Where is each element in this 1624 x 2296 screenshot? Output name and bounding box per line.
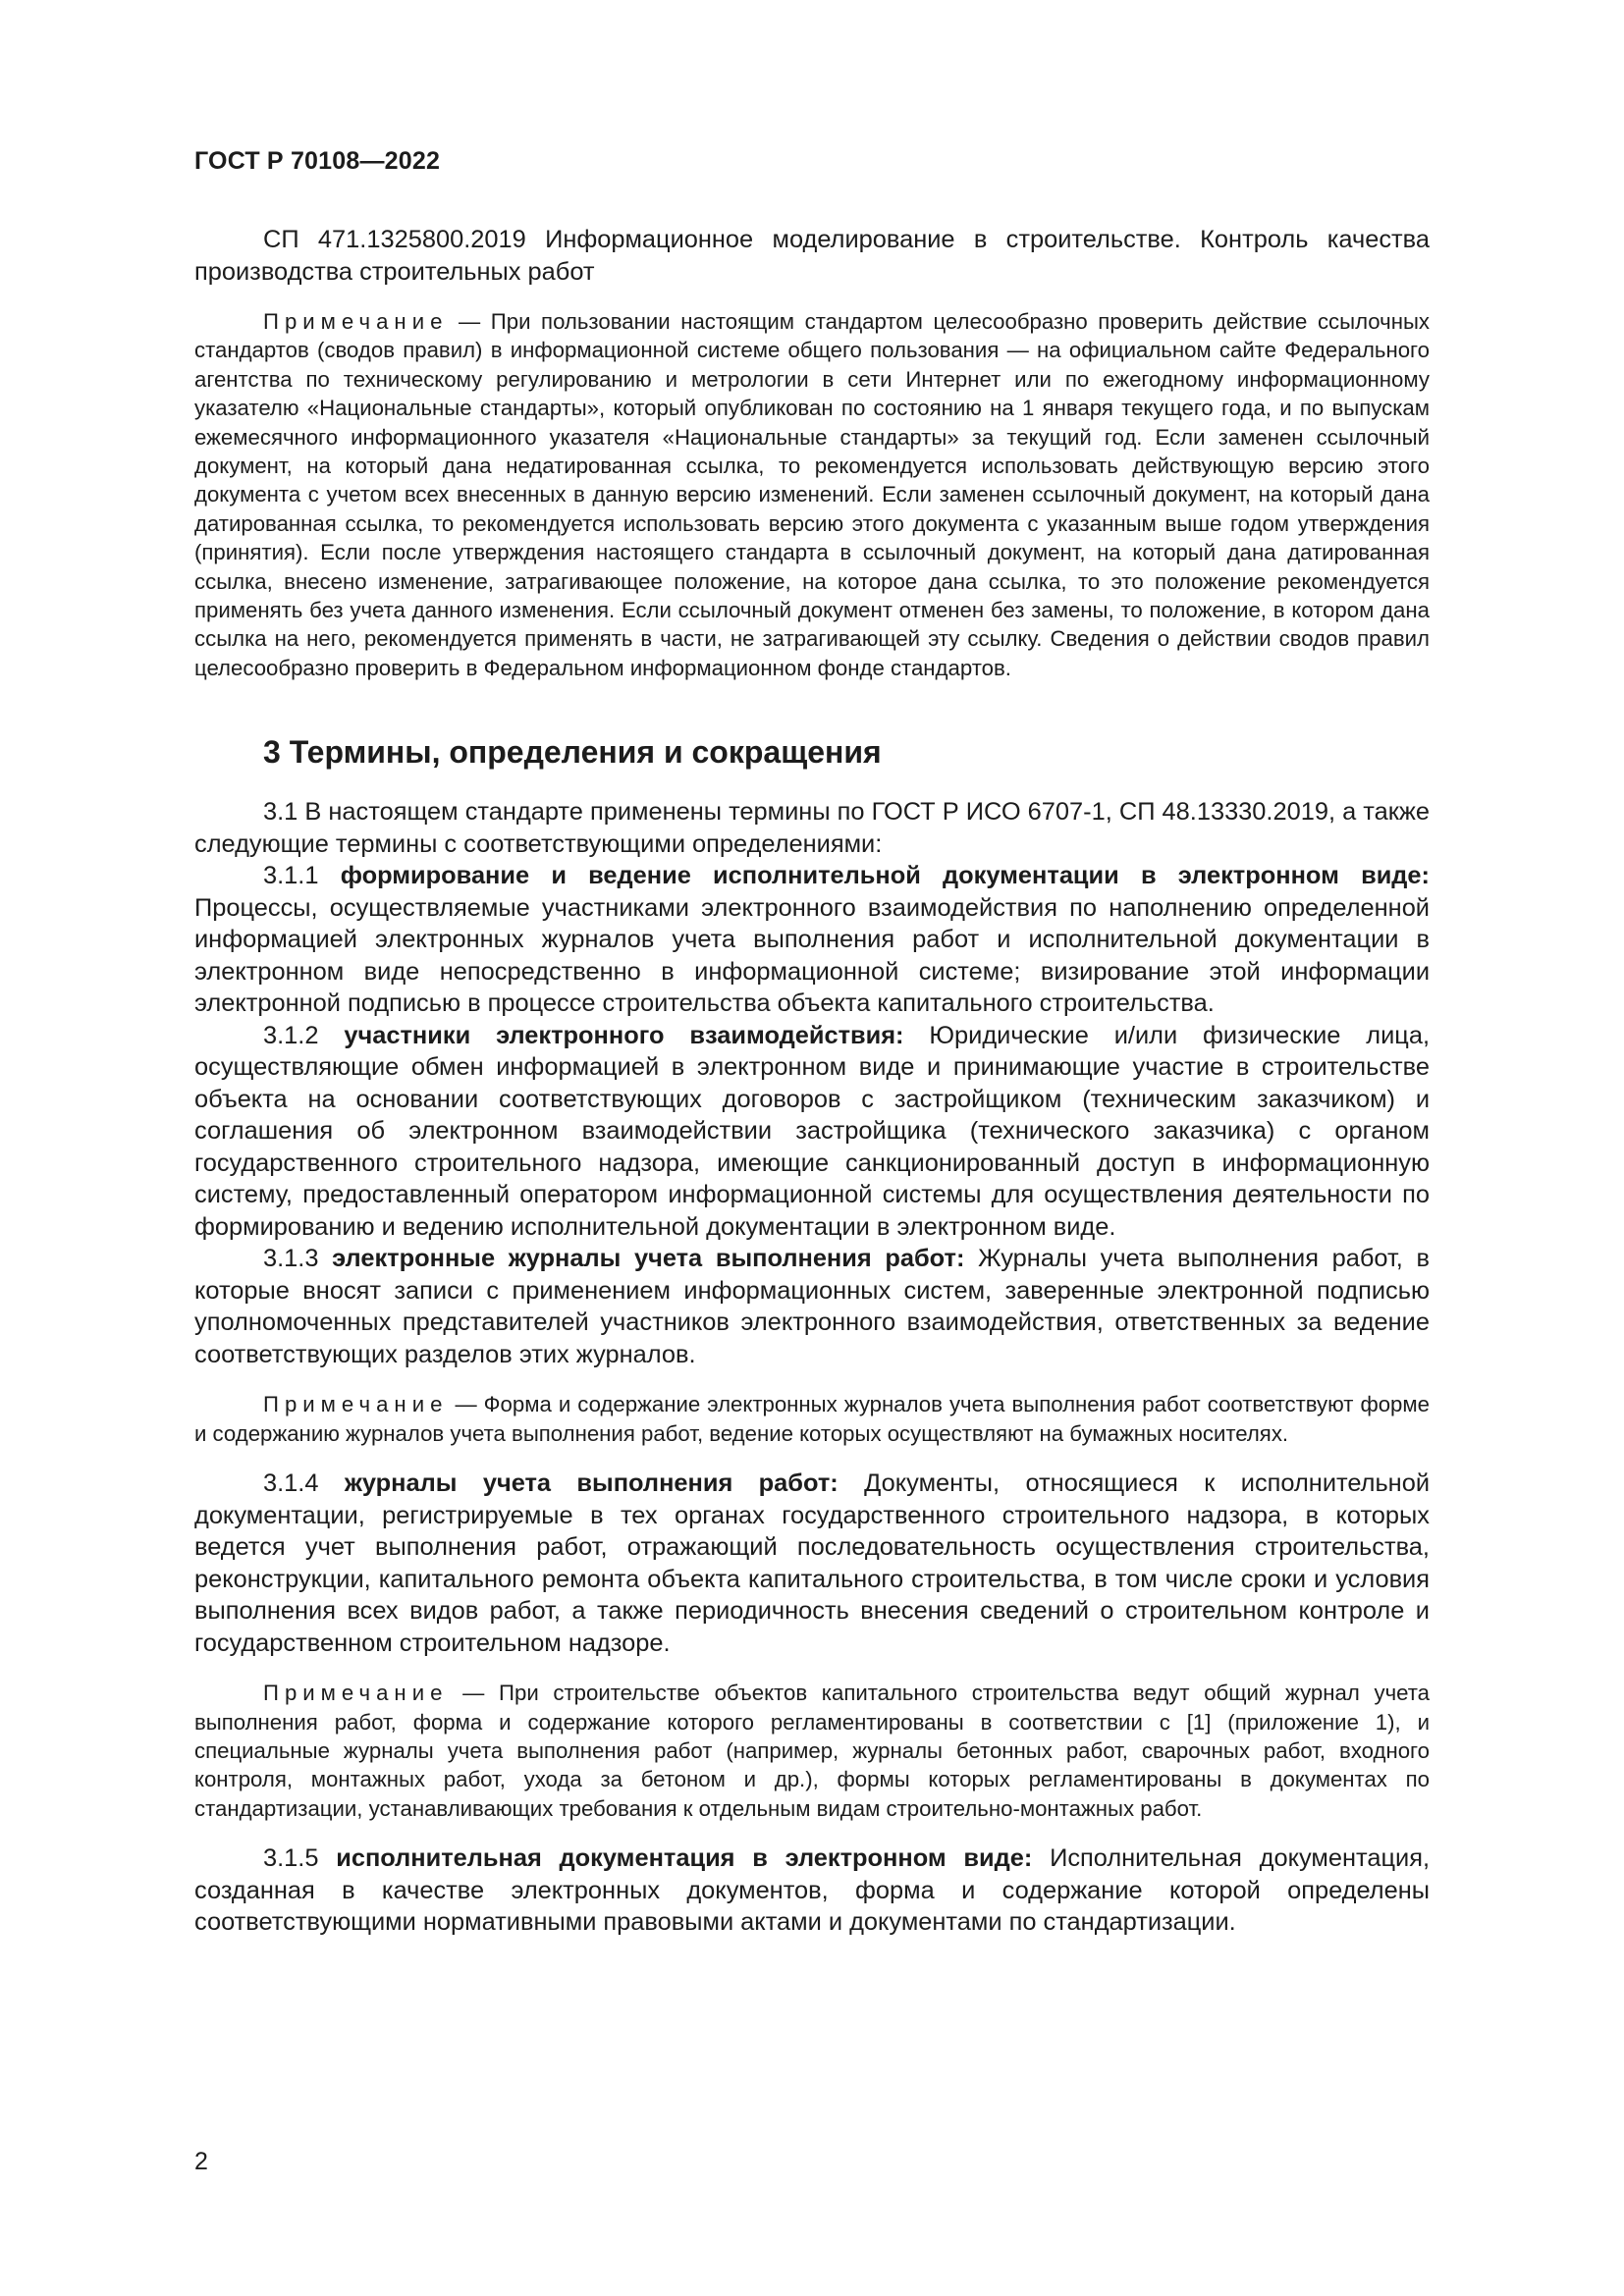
note-dash: — bbox=[448, 309, 491, 334]
term-definition: Исполнительная документация, созданная в качестве электронных документов, форма и содержание которой определены соответствующими нормативными правовыми актами и документами по стандартизации. bbox=[194, 1844, 1430, 1937]
term-3-1-3 bbox=[194, 1243, 1430, 1370]
term-3-1-4 bbox=[194, 1468, 1430, 1659]
term-name: журналы учета выполнения работ: bbox=[344, 1469, 839, 1498]
note-label: Примечание bbox=[263, 1681, 449, 1706]
section-title-terms: 3 Термины, определения и сокращения bbox=[263, 734, 882, 771]
term-3-1-5 bbox=[194, 1842, 1430, 1939]
note-label: Примечание bbox=[263, 1392, 449, 1417]
note-3-1-3 bbox=[194, 1390, 1430, 1448]
term-name: формирование и ведение исполнительной документации в электронном виде: bbox=[340, 862, 1430, 890]
note-normative-references bbox=[194, 307, 1430, 682]
term-3-1-1 bbox=[194, 860, 1430, 1020]
note-dash: — bbox=[448, 1681, 500, 1706]
note-body: Форма и содержание электронных журналов учета выполнения работ соответствуют форме и содержанию журналов учета выполнения работ, ведение которых осуществляют на бумажных носителях. bbox=[194, 1392, 1430, 1446]
page-content bbox=[194, 224, 1430, 1939]
clause-3-1: 3.1 В настоящем стандарте применены термины по ГОСТ Р ИСО 6707-1, СП 48.13330.2019, а также следующие термины с соответствующими определениями: bbox=[194, 798, 1430, 858]
term-number: 3.1.5 bbox=[263, 1844, 337, 1873]
term-name: электронные журналы учета выполнения работ: bbox=[332, 1245, 965, 1273]
term-number: 3.1.2 bbox=[263, 1021, 345, 1049]
note-3-1-4 bbox=[194, 1679, 1430, 1823]
term-3-1-2 bbox=[194, 1020, 1430, 1244]
document-code-header: ГОСТ Р 70108—2022 bbox=[194, 147, 441, 175]
term-name: участники электронного взаимодействия: bbox=[344, 1021, 904, 1049]
note-dash: — bbox=[448, 1392, 484, 1417]
page-number: 2 bbox=[194, 2148, 208, 2175]
term-definition: Процессы, осуществляемые участниками электронного взаимодействия по наполнению определенной информацией электронных журналов учета выполнения работ и исполнительной документации в электронном виде непосредственно в информационной системе; визирование этой информации электронной подписью в процессе строительства объекта капитального строительства. bbox=[194, 893, 1430, 1018]
note-body: При пользовании настоящим стандартом целесообразно проверить действие ссылочных стандартов (сводов правил) в информационной системе общего пользования — на официальном сайте Федерального агентства по техническому регулированию и метрологии в сети Интернет или по ежегодному информационному указателю «Национальные стандарты», который опубликован по состоянию на 1 января текущего года, и по выпускам ежемесячного информационного указателя «Национальные стандарты» за текущий год. Если заменен ссылочный документ, на который дана недатированная ссылка, то рекомендуется использовать действующую версию этого документа с учетом всех внесенных в данную версию изменений. Если заменен ссылочный документ, на который дана датированная ссылка, то рекомендуется использовать версию этого документа с указанным выше годом утверждения (принятия). Если после утверждения настоящего стандарта в ссылочный документ, на который дана датированная ссылка, внесено изменение, затрагивающее положение, на которое дана ссылка, то это положение рекомендуется применять без учета данного изменения. Если ссылочный документ отменен без замены, то положение, в котором дана ссылка на него, рекомендуется применять в части, не затрагивающей эту ссылку. Сведения о действии сводов правил целесообразно проверить в Федеральном информационном фонде стандартов. bbox=[194, 309, 1430, 680]
note-label: Примечание bbox=[263, 309, 449, 334]
term-number: 3.1.4 bbox=[263, 1469, 345, 1498]
term-name: исполнительная документация в электронном виде: bbox=[336, 1844, 1033, 1873]
term-definition: Документы, относящиеся к исполнительной документации, регистрируемые в тех органах государственного строительного надзора, в которых ведется учет выполнения работ, отражающий последовательность осуществления строительства, реконструкции, капитального ремонта объекта капитального строительства, в том числе сроки и условия выполнения всех видов работ, а также периодичность внесения сведений о строительном контроле и государственном строительном надзоре. bbox=[194, 1469, 1431, 1657]
note-body: При строительстве объектов капитального строительства ведут общий журнал учета выполнения работ, форма и содержание которого регламентированы в соответствии с [1] (приложение 1), и специальные журналы учета выполнения работ (например, журналы бетонных работ, сварочных работ, входного контроля, монтажных работ, ухода за бетоном и др.), формы которых регламентированы в документах по стандартизации, устанавливающих требования к отдельным видам строительно-монтажных работ. bbox=[194, 1681, 1430, 1821]
term-definition: Юридические и/или физические лица, осуществляющие обмен информацией в электронном виде и принимающие участие в строительстве объекта на основании соответствующих договоров с застройщиком (техническим заказчиком) и соглашения об электронном взаимодействии застройщика (технического заказчика) с органом государственного строительного надзора, имеющие санкционированный доступ в информационную систему, предоставленный оператором информационной системы для осуществления деятельности по формированию и ведению исполнительной документации в электронном виде. bbox=[194, 1021, 1431, 1241]
reference-sp-471: СП 471.1325800.2019 Информационное моделирование в строительстве. Контроль качества производства строительных работ bbox=[194, 226, 1430, 286]
term-number: 3.1.1 bbox=[263, 862, 341, 890]
term-definition: Журналы учета выполнения работ, в которые вносят записи с применением информационных систем, заверенные электронной подписью уполномоченных представителей участников электронного взаимодействия, ответственных за ведение соответствующих разделов этих журналов. bbox=[194, 1245, 1430, 1368]
term-number: 3.1.3 bbox=[263, 1245, 333, 1273]
